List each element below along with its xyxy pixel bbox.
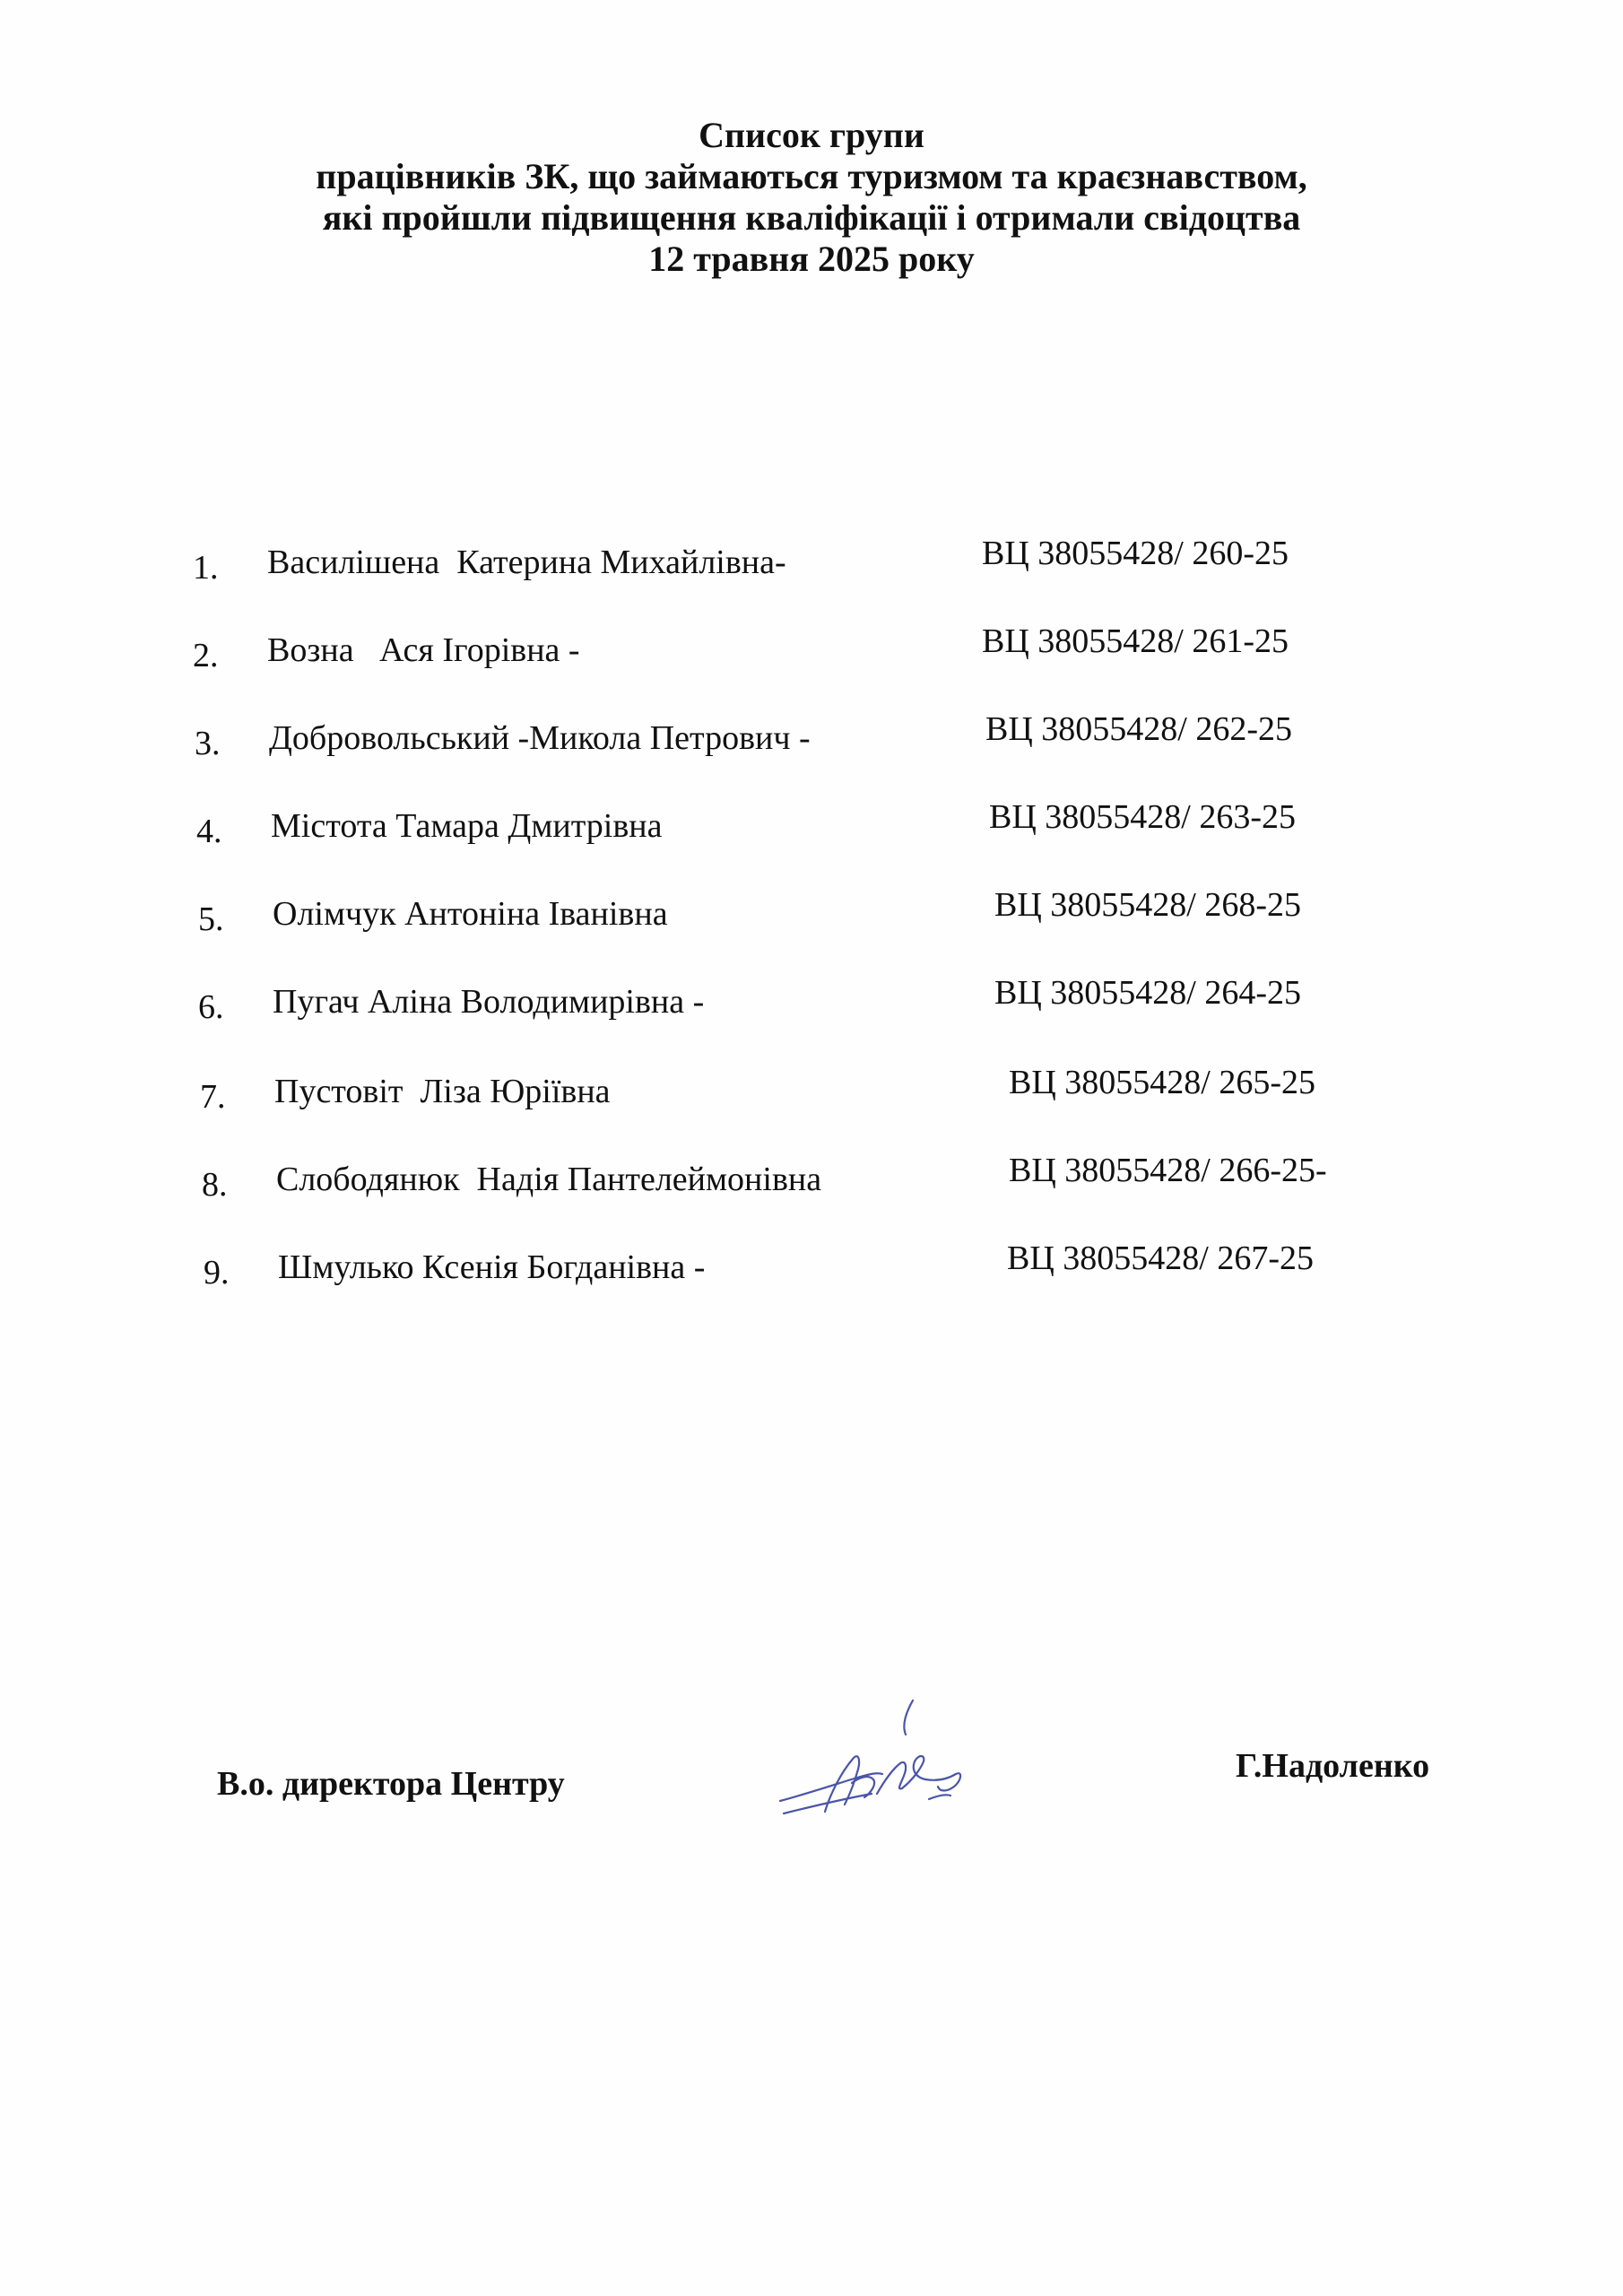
list-item: [200, 1064, 1315, 1119]
item-number: 7.: [200, 1078, 226, 1116]
title-line-4: 12 травня 2025 року: [648, 239, 975, 279]
list-item: [198, 886, 1301, 942]
item-name: Олімчук Антоніна Іванівна: [273, 895, 668, 933]
item-certificate-code: ВЦ 38055428/ 265-25: [1009, 1064, 1315, 1101]
item-number: 8.: [202, 1166, 228, 1204]
item-name: Пустовіт Ліза Юріївна: [274, 1073, 611, 1110]
list-item: [198, 974, 1301, 1030]
item-certificate-code: ВЦ 38055428/ 261-25: [982, 622, 1289, 660]
item-number: 6.: [198, 988, 224, 1026]
item-number: 2.: [193, 637, 219, 674]
item-name: Містота Тамара Дмитрівна: [271, 807, 663, 845]
item-certificate-code: ВЦ 38055428/ 266-25-: [1009, 1152, 1327, 1189]
list-item: [193, 622, 1289, 678]
item-name: Слободянюк Надія Пантелеймонівна: [276, 1161, 822, 1198]
item-certificate-code: ВЦ 38055428/ 267-25: [1007, 1239, 1314, 1277]
item-number: 3.: [195, 725, 221, 762]
item-name: Добровольський -Микола Петрович -: [269, 719, 811, 757]
item-number: 9.: [204, 1254, 230, 1292]
item-certificate-code: ВЦ 38055428/ 268-25: [994, 886, 1301, 924]
item-number: 1.: [193, 549, 219, 587]
item-name: Пугач Аліна Володимирівна -: [273, 983, 705, 1021]
list-item: [193, 535, 1289, 590]
list-item: [202, 1152, 1327, 1207]
title-line-1: Список групи: [699, 115, 924, 155]
signer-position: В.о. директора Центру: [217, 1765, 565, 1803]
item-certificate-code: ВЦ 38055428/ 263-25: [989, 798, 1296, 836]
title-line-2: працівників ЗК, що займаються туризмом та краєзнавством,: [316, 156, 1307, 196]
item-certificate-code: ВЦ 38055428/ 260-25: [982, 535, 1289, 572]
item-number: 5.: [198, 900, 224, 938]
signer-name: Г.Надоленко: [1236, 1747, 1430, 1785]
item-name: Василішена Катерина Михайлівна-: [267, 544, 786, 581]
list-item: [196, 798, 1296, 854]
signature-icon: [771, 1695, 986, 1839]
item-number: 4.: [196, 813, 222, 850]
item-certificate-code: ВЦ 38055428/ 262-25: [985, 710, 1292, 748]
item-certificate-code: ВЦ 38055428/ 264-25: [994, 974, 1301, 1012]
item-name: Возна Ася Ігорівна -: [267, 631, 580, 669]
list-item: [195, 710, 1292, 766]
item-name: Шмулько Ксенія Богданівна -: [278, 1248, 706, 1286]
title-line-3: які пройшли підвищення кваліфікації і отримали свідоцтва: [322, 197, 1301, 238]
list-item: [204, 1239, 1314, 1295]
